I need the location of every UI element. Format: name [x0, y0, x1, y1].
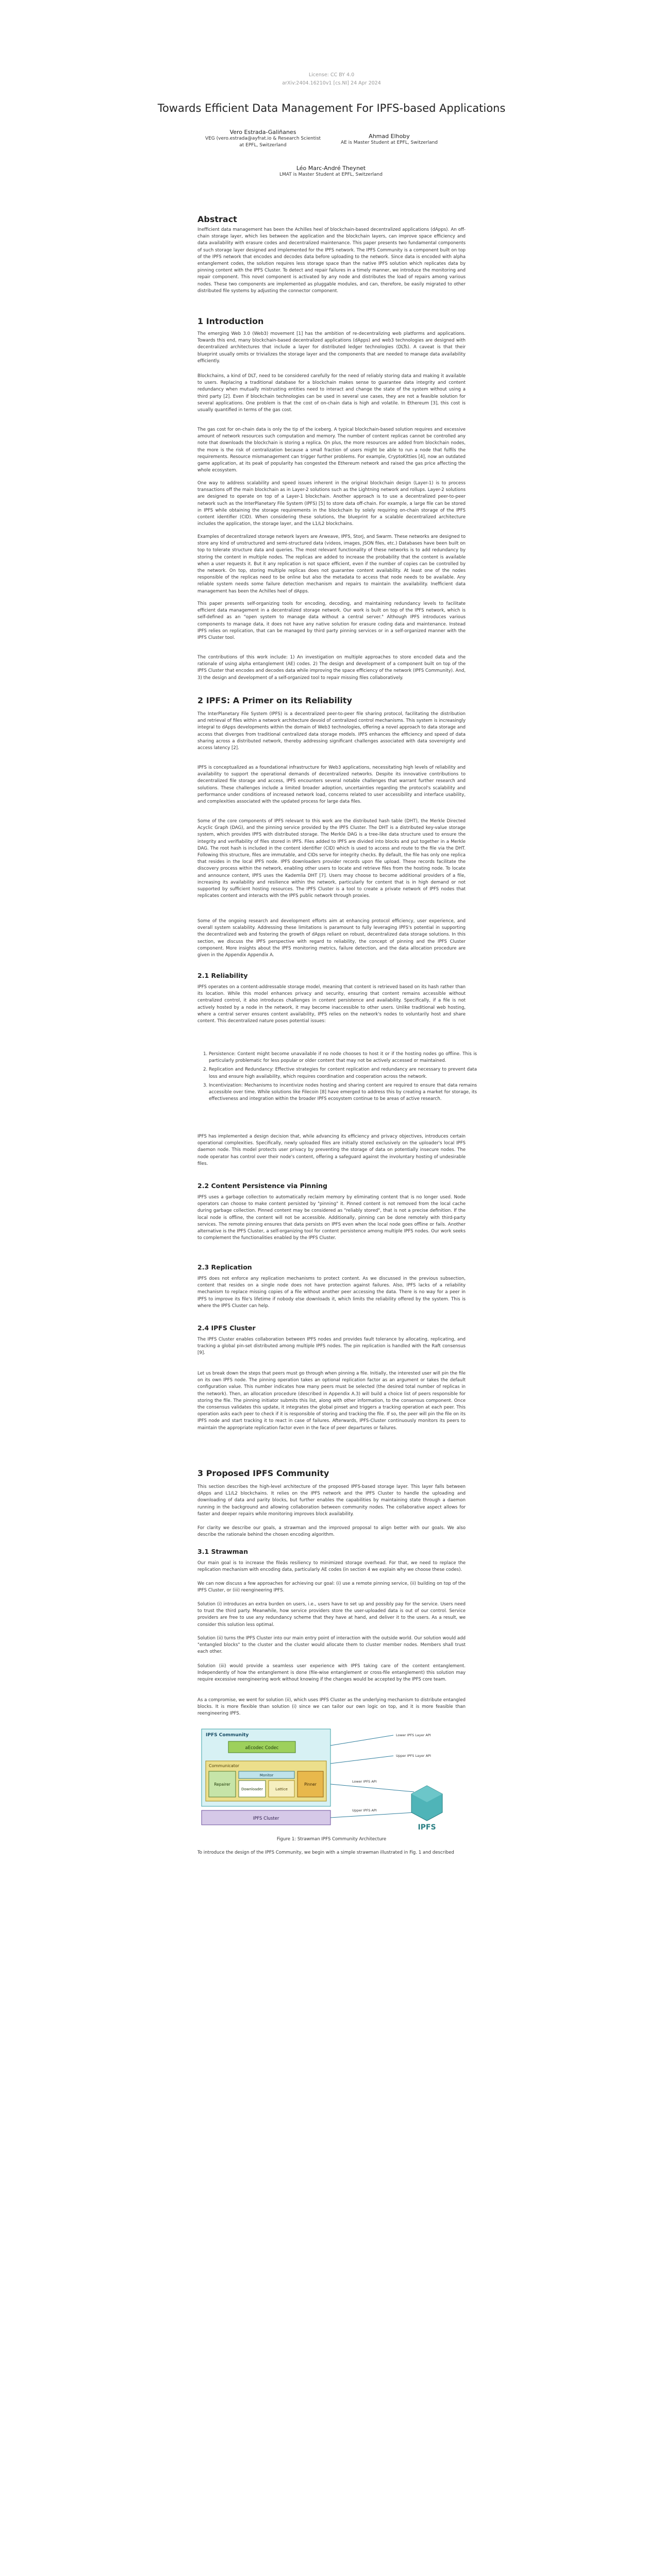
downloader-label: Downloader: [241, 1787, 263, 1791]
author-affiliation: AE is Master Student at EPFL, Switzerland: [340, 140, 438, 145]
paragraph: This section describes the high-level architecture of the proposed IPFS-based storage layer. This layer falls between dApps and L1/L2 blockchains. It relies on the IPFS network and the IPFS Cluster to handle the uploading and downloading of data and parity blocks, but further enables the capabilities by maintaining state through a daemon running in the background and allowing collaboration between community nodes. The collaborative aspect allows for faster and deeper repairs while monitoring improves block availability.: [197, 1484, 466, 1517]
subsection-heading-reliability: 2.1 Reliability: [197, 972, 248, 979]
section-heading-introduction: 1 Introduction: [197, 316, 264, 326]
paragraph: The contributions of this work include: 1) An investigation on multiple approaches to store encoded data and the rationale of using alpha entanglement (AE) codes. 2) The design and development of a component built on top of the IPFS Cluster that encodes and decodes data while improving the space efficiency of the network (IPFS Community). And, 3) the design and development of a self-organized tool to repair missing files collaboratively.: [197, 655, 466, 681]
ipfs-label: IPFS: [418, 1823, 436, 1832]
repairer-label: Repairer: [214, 1782, 230, 1787]
api-label: Lower IPFS Layer API: [396, 1733, 431, 1737]
paragraph: The emerging Web 3.0 (Web3) movement [1] has the ambition of re-decentralizing web platforms and applications. Towards this end, many blockchain-based decentralized applications (dApps) and web3 technologies are designed with decentralized architectures that include a layer for distributed ledger technologies (DLTs). A caveat is that their blueprint usually omits or trivializes the storage layer and the components that are needed to manage data availability efficiently.: [197, 331, 466, 364]
paragraph: Blockchains, a kind of DLT, need to be considered carefully for the need of reliably storing data and making it available to users. Replacing a traditional database for a blockchain makes sense to guarantee data integrity and content redundancy when mutually mistrusting entities need to interact and change the state of the system without using a third party [2]. Even if blockchain technologies can be used in several use cases, they are not a feasible solution for several applications. One problem is that the cost of on-chain data is high and volatile. In Ethereum [3], this cost is usually quantified in terms of the gas cost.: [197, 374, 466, 413]
paper-header: [197, 71, 466, 88]
author-name: Léo Marc-André Theynet: [296, 165, 366, 172]
paragraph: Solution (iii) would provide a seamless user experience with IPFS taking care of the content entanglement. Independently of how the entanglement is done (file-wise entanglement or cross-file entanglement) this solution may require excessive reengineering work without knowing if the changes would be accepted by the IPFS core team.: [197, 1664, 466, 1683]
author-block: [204, 129, 322, 149]
subsection-heading-replication: 2.3 Replication: [197, 1263, 252, 1271]
paragraph: To introduce the design of the IPFS Community, we begin with a simple strawman illustrated in Fig. 1 and described: [197, 1850, 454, 1855]
paragraph: As a compromise, we went for solution (ii), which uses IPFS Cluster as the underlying mechanism to distribute entangled blocks. It is more flexible than solution (i) since we can tailor our own logic on top, and it is more feasible than reengineering IPFS.: [197, 1698, 466, 1717]
arrow-line: [330, 1735, 393, 1745]
cluster-label: IPFS Cluster: [253, 1816, 279, 1821]
api-label: Upper IPFS Layer API: [396, 1754, 431, 1758]
api-label: Lower IPFS API: [352, 1780, 377, 1784]
reliability-issue-list: [197, 1051, 477, 1105]
paragraph: IPFS has implemented a design decision that, while advancing its efficiency and privacy objectives, introduces certain operational complexities. Specifically, newly uploaded files are initially stored exclusively on the uploader's local IPFS daemon node. This model protects user privacy by preventing the storage of data on potentially insecure nodes. The node operator has control over their node's content, offering a safeguard against the involuntary hosting of undesirable files.: [197, 1134, 466, 1166]
paragraph: IPFS is conceptualized as a foundational infrastructure for Web3 applications, necessitating high levels of reliability and availability to support the operational demands of decentralized networks. Despite its innovative contributions to decentralized file storage and access, IPFS encounters several notable challenges that warrant further research and solutions. These challenges include a limited broader adoption, uncertainties regarding the protocol's scalability and performance under conditions of increased network load, concerns related to user accessibility and interface usability, and complexities associated with the updated process for large data files.: [197, 765, 466, 805]
figure-caption: Figure 1: Strawman IPFS Community Architecture: [276, 1837, 387, 1842]
abstract-text: Inefficient data management has been the Achilles heel of blockchain-based decentralized applications (dApps). An off-chain storage layer, which lies between the application and the blockchain layers, can improve space efficiency and data availability with erasure codes and decentralized maintenance. This paper presents two fundamental components of such storage layer designed and implemented for the IPFS network. The IPFS Community is a component built on top of the IPFS network that encodes and decodes data before uploading to the network. Since data is encoded with alpha entanglement codes, the solution requires less storage space than the native IPFS solution which replicates data by pinning content with the IPFS Cluster. To detect and repair failures in a timely manner, we introduce the monitoring and repair component. This novel component is activated by any node and distributes the load of repairs among various nodes. These two components are implemented as pluggable modules, and can, therefore, be easily migrated to other distributed file systems by adjusting the connector component.: [197, 227, 466, 294]
community-label: IPFS Community: [206, 1733, 249, 1738]
section-heading-ipfs-community: 3 Proposed IPFS Community: [197, 1468, 329, 1478]
arrow-line: [330, 1784, 414, 1792]
paragraph: The IPFS Cluster enables collaboration between IPFS nodes and provides fault tolerance by allocating, replicating, and tracking a global pin-set distributed among multiple IPFS nodes. The pin replication is handled with the Raft consensus [9].: [197, 1337, 466, 1356]
paragraph: IPFS does not enforce any replication mechanisms to protect content. As we discussed in the previous subsection, content that resides on a single node does not have protection against failures. Also, IPFS lacks of a reliability mechanism to replace missing copies of a file without another peer accessing the data. There is no way for a peer in IPFS to improve its file's lifetime if nobody else downloads it, which limits the reliability offered by the system. This is where the IPFS Cluster can help.: [197, 1276, 466, 1309]
paragraph: Some of the ongoing research and development efforts aim at enhancing protocol efficiency, user experience, and overall system scalability. Addressing these limitations is paramount to fully leveraging IPFS's potential in supporting the decentralized web and fostering the growth of dApps reliant on robust, decentralized data storage solutions. In this section, we discuss the IPFS perspective with regard to reliability, the concept of pinning and the IPFS Cluster component. More insights about the IPFS monitoring metrics, failure detection, and the data allocation procedure are given in the Appendix Appendix A.: [197, 919, 466, 958]
subsection-heading-strawman: 3.1 Strawman: [197, 1548, 248, 1555]
author-block: [330, 133, 449, 146]
paragraph: Our main goal is to increase the fileâs resiliency to minimized storage overhead. For that, we need to replace the replication mechanism with encoding data, particularly AE codes (in section 4 we explain why we choose these codes).: [197, 1561, 466, 1573]
paragraph: Some of the core components of IPFS relevant to this work are the distributed hash table (DHT), the Merkle Directed Acyclic Graph (DAG), and the pinning service provided by the IPFS Cluster. The DHT is a distributed key-value storage system, which provides IPFS with distributed storage. The Merkle DAG is a tree-like data structure used to ensure the integrity and verifiability of files stored in IPFS. Files added to IPFS are divided into blocks and put together in a Merkle DAG. The root hash is included in the content identifier (CID) which is used to access and route to the file via the DHT. Following this structure, files are immutable, and CIDs serve for integrity checks. By default, the file has only one replica that resides in the local IPFS node. IPFS downloaders provider records upon file upload. These records facilitate the discovery process within the network, enabling other users to locate and retrieve files from the hosting node. To locate and announce content, IPFS uses the Kademlia DHT [7]. Users may choose to become additional providers of a file, increasing its availability and resilience within the network, particularly for content that is in high demand or not supported by sufficient hosting resources. The IPFS Cluster is a tool to create a private network of IPFS nodes that replicates content and interacts with the IPFS public network through proxies.: [197, 819, 466, 899]
list-item: 2. Replication and Redundancy: Effective strategies for content replication and redundancy are necessary to prevent data loss and ensure high availability, which requires coordination and cooperation across the network.: [209, 1066, 477, 1080]
paragraph: Solution (ii) turns the IPFS Cluster into our main entry point of interaction with the outside world. Our solution would add "entangled blocks" to the cluster and the cluster would allocate them to cluster member nodes. Members shall trust each other.: [197, 1636, 466, 1655]
author-affiliation: VEG (vero.estrada@ayfrat.io & Research Scientist at EPFL, Switzerland: [205, 136, 321, 148]
author-affiliation: LMAT is Master Student at EPFL, Switzerland: [279, 172, 383, 177]
paragraph: The gas cost for on-chain data is only the tip of the iceberg. A typical blockchain-based solution requires and excessive amount of network resources such computation and memory. The number of content replicas cannot be controlled any note that downloads the blockchain is storing a replica. On plus, the more resources are added from blockchain nodes, the more is the risk of centralization because a small fraction of users might be able to run a node that fulfils the requirements. Resource mismanagement can trigger further problems. For example, CryptoKitties [4], now an outdated game application, at its peak of popularity has congested the Ethereum network and raised the gas price affecting the whole ecosystem.: [197, 427, 466, 473]
strawman-architecture-figure: [197, 1725, 466, 1833]
monitor-label: Monitor: [259, 1773, 274, 1777]
author-name: Ahmad Elhoby: [369, 133, 410, 140]
license-line[interactable]: License: CC BY 4.0: [308, 72, 355, 78]
paper-title: Towards Efficient Data Management For IPFS-based Applications: [157, 102, 506, 114]
lattice-label: Lattice: [275, 1787, 288, 1791]
arrow-line: [330, 1812, 414, 1818]
communicator-label: Communicator: [209, 1764, 240, 1768]
abstract-heading: Abstract: [197, 214, 237, 224]
arxiv-id[interactable]: arXiv:2404.16210v1 [cs.NI] 24 Apr 2024: [282, 80, 381, 86]
subsection-heading-pinning: 2.2 Content Persistence via Pinning: [197, 1182, 327, 1190]
api-label: Upper IPFS API: [352, 1808, 377, 1812]
paragraph: IPFS uses a garbage collection to automatically reclaim memory by eliminating content that is no longer used. Node operators can choose to make content persisted by "pinning" it. Pinned content is not removed from the local cache during garbage collection. Pinned content may be considered as "reliably stored", that is not a precise definition. If the local node is offline, the content will not be accessible. Additionally, pinning can be done remotely with third-party services. The remote pinning ensures that data persists on IPFS even when the local node goes offline or fails. Another alternative is the IPFS Cluster, a self-organizing tool for content persistence among multiple IPFS nodes. Our work seeks to complement the functionalities enabled by the IPFS Cluster.: [197, 1195, 466, 1241]
paragraph: This paper presents self-organizing tools for encoding, decoding, and maintaining redundancy levels to facilitate efficient data management in a decentralized storage network. Our work is built on top of the IPFS network, which is self-defined as an "open system to manage data without a central server." Although IPFS introduces various components to manage data, it does not have any native solution for erasure coding data and maintenance. Instead IPFS relies on replication, that can be managed by third party pinning services or in a self-organized manner with the IPFS Cluster tool.: [197, 601, 466, 641]
list-item: 3. Incentivization: Mechanisms to incentivize nodes hosting and sharing content are required to ensure that data remains accessible over time. While solutions like Filecoin [8] have emerged to address this by creating a market for storage, its effectiveness and integration within the broader IPFS ecosystem continue to be areas of active research.: [209, 1082, 477, 1103]
section-heading-ipfs-primer: 2 IPFS: A Primer on its Reliability: [197, 696, 352, 705]
arrow-line: [330, 1756, 393, 1764]
paragraph: Solution (i) introduces an extra burden on users, i.e., users have to set up and possibly pay for the service. Users need to trust the third party. Meanwhile, how service providers store the user-uploaded data is out of our control. Service providers are free to use any redundancy scheme that they have at hand, and deliver it to the users. As a result, we consider this solution less optimal.: [197, 1602, 466, 1628]
codec-label: aEcodec Codec: [245, 1745, 279, 1751]
pinner-label: Pinner: [304, 1782, 317, 1787]
paragraph: We can now discuss a few approaches for achieving our goal: (i) use a remote pinning service, (ii) building on top of the IPFS Cluster, or (iii) reengineering IPFS.: [197, 1581, 466, 1594]
paragraph: Let us break down the steps that peers must go through when pinning a file. Initially, the interested user will pin the file on its own IPFS node. The pinning operation takes an optional replication factor as an argument or takes the default configuration value. This number indicates how many peers must be selected (the desired total number of replicas in the network). Then, an allocation procedure (described in Appendix A.3) will build a choice list of peers responsible for storing the file. The pinning initiator submits this list, along with other information, to the consensus component. Once the consensus validates this update, it integrates the global pinset and triggers a tracking operation at each peer. This operation asks each peer to check if it is responsible of storing and tracking the file. If so, the peer will pin the file on its IPFS node and start tracking it to react in case of failures. Afterwards, IPFS-Cluster continuously monitors its peers to maintain the appropriate replication factor even in the face of peer departures or failures.: [197, 1371, 466, 1431]
author-name: Vero Estrada-Galiñanes: [229, 129, 296, 135]
subsection-heading-ipfs-cluster: 2.4 IPFS Cluster: [197, 1324, 256, 1332]
paragraph: One way to address scalability and speed issues inherent in the original blockchain design (Layer-1) is to process transactions off the main blockchain as in Layer-2 solutions such as the Lightning network and rollups. Layer-2 solutions are designed to operate on top of a Layer-1 blockchain. Another approach is to use a decentralized peer-to-peer network such as the InterPlanetary File System (IPFS) [5] to store data off-chain. For example, a large file can be stored in IPFS while obtaining the storage requirements in the blockchain by solely requiring on-chain storage of the IPFS content identifier (CID). When considering these solutions, the blueprint for a scalable decentralized architecture includes the application, the storage layer, and the L1/L2 blockchains.: [197, 481, 466, 527]
paragraph: For clarity we describe our goals, a strawman and the improved proposal to align better with our goals. We also describe the rationale behind the chosen encoding algorithm.: [197, 1526, 466, 1538]
paragraph: Examples of decentralized storage network layers are Arweave, IPFS, Storj, and Swarm. These networks are designed to store any kind of unstructured and semi-structured data (videos, images, JSON files, etc.) Databases have been built on top to tolerate structure data and queries. The most relevant functionality of these networks is to add redundancy by storing the content in multiple nodes. The replicas are added to increase the probability that the content is available when a user requests it. But it any replication is not space efficient, even if the number of copies can be controlled by the network. On top, storing multiple replicas does not guarantee content availability. At least one of the nodes responsible of the replicas need to be online but also the metadata to access that node needs to be available. Any reliable system needs some failure detection mechanism and repairs to maintain the availability. Inefficient data management has been the Achilles heel of dApps.: [197, 534, 466, 594]
paragraph: The InterPlanetary File System (IPFS) is a decentralized peer-to-peer file sharing protocol, facilitating the distribution and retrieval of files within a network architecture devoid of centralized control mechanisms. This system is increasingly integral to dApps developments within the domain of Web3 technologies, offering a novel approach to data storage and access that diverges from traditional centralized data storage models. IPFS enhances the efficiency and speed of data sharing across a distributed network, thereby addressing significant challenges associated with data sovereignty and access latency [2].: [197, 711, 466, 751]
paragraph: IPFS operates on a content-addressable storage model, meaning that content is retrieved based on its hash rather than its location. While this model enhances privacy and security, ensuring that content remains accessible without centralized control, it also introduces challenges in content persistence and availability. Specifically, if a file is not actively hosted by a node in the network, it may become inaccessible to other users. Unlike traditional web hosting, where a central server ensures content availability, IPFS relies on the network's nodes to voluntarily host and share content. This decentralized nature poses potential issues:: [197, 985, 466, 1024]
author-block: [263, 165, 399, 178]
list-item: 1. Persistence: Content might become unavailable if no node chooses to host it or if the hosting nodes go offline. This is particularly problematic for less popular or older content that may not be actively accessed or maintained.: [209, 1051, 477, 1064]
